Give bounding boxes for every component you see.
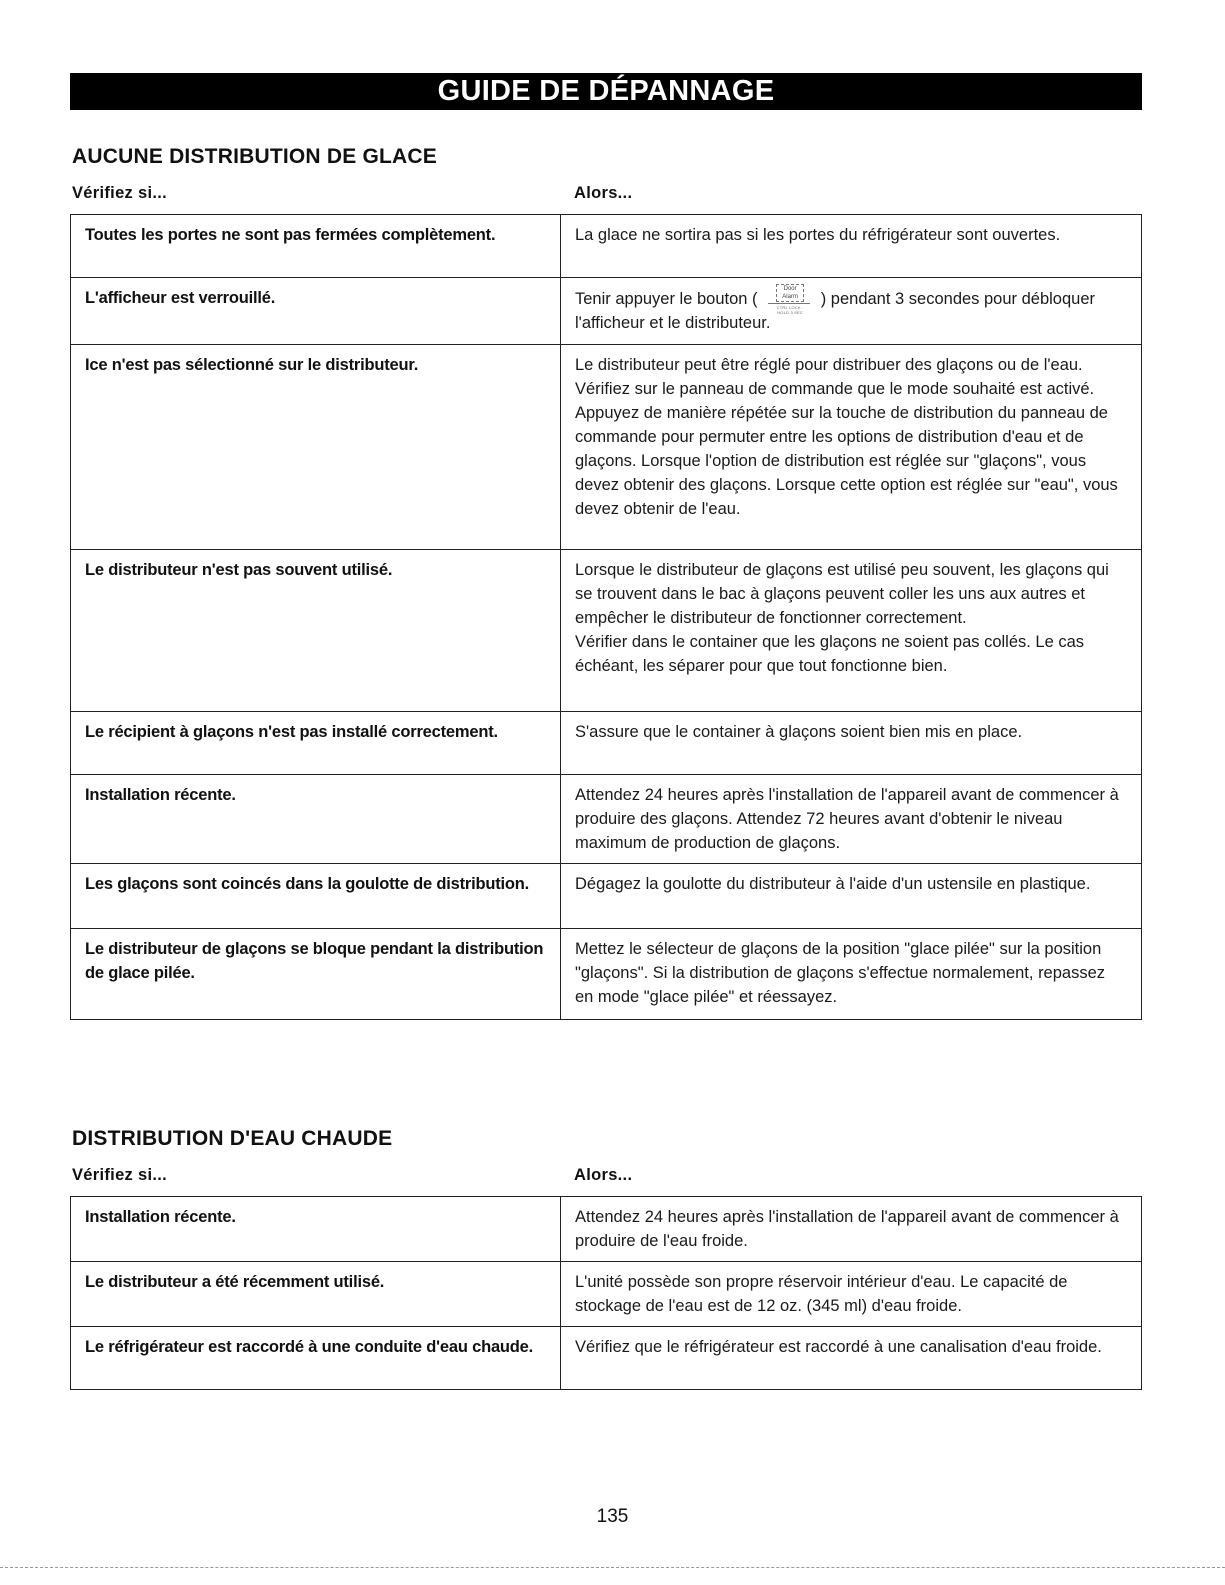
check-cell: Le réfrigérateur est raccordé à une conduite d'eau chaude. (71, 1327, 561, 1390)
door-alarm-icon-label-sub: CTRL LOCK · HOLD 3 SEC (776, 305, 804, 315)
section-no-ice (70, 143, 1142, 1020)
check-cell: Installation récente. (71, 1197, 561, 1262)
then-cell: L'unité possède son propre réservoir intérieur d'eau. Le capacité de stockage de l'eau est de 12 oz. (345 ml) d'eau froide. (561, 1262, 1142, 1327)
column-header-check: Vérifiez si... (72, 1166, 167, 1184)
check-cell: Le distributeur n'est pas souvent utilisé. (71, 550, 561, 712)
check-cell: Les glaçons sont coincés dans la goulotte de distribution. (71, 864, 561, 929)
table-row (71, 345, 1142, 550)
page-banner: GUIDE DE DÉPANNAGE (70, 73, 1142, 110)
then-cell (561, 550, 1142, 712)
table-row (71, 929, 1142, 1020)
table-row (71, 278, 1142, 345)
door-alarm-icon-bar (768, 303, 810, 304)
table-row (71, 1262, 1142, 1327)
door-alarm-icon-label-mid: Alarm (782, 294, 798, 300)
table-row (71, 775, 1142, 864)
then-cell: Vérifiez que le réfrigérateur est raccordé à une canalisation d'eau froide. (561, 1327, 1142, 1390)
check-cell: Le récipient à glaçons n'est pas installé correctement. (71, 712, 561, 775)
then-cell: La glace ne sortira pas si les portes du réfrigérateur sont ouvertes. (561, 215, 1142, 278)
section-title: AUCUNE DISTRIBUTION DE GLACE (72, 145, 437, 168)
column-header-then: Alors... (574, 1166, 633, 1184)
column-headers (70, 1163, 1142, 1193)
then-paragraph-extra: Vérifier dans le container que les glaçons ne soient pas collés. Le cas échéant, les séparer pour que tout fonctionne bien. (575, 633, 1085, 675)
check-cell: Le distributeur de glaçons se bloque pendant la distribution de glace pilée. (71, 929, 561, 1020)
bottom-divider (0, 1567, 1225, 1568)
then-cell: Attendez 24 heures après l'installation de l'appareil avant de commencer à produire des glaçons. Attendez 72 heures avant d'obtenir le niveau maximum de production de glaçons. (561, 775, 1142, 864)
column-header-check: Vérifiez si... (72, 184, 167, 202)
then-cell: Dégagez la goulotte du distributeur à l'aide d'un ustensile en plastique. (561, 864, 1142, 929)
check-cell: Installation récente. (71, 775, 561, 864)
door-alarm-icon (764, 286, 814, 315)
then-cell (561, 278, 1142, 345)
table-row (71, 712, 1142, 775)
section-warm-water (70, 1125, 1142, 1390)
check-cell: Le distributeur a été récemment utilisé. (71, 1262, 561, 1327)
column-header-then: Alors... (574, 184, 633, 202)
table-row (71, 550, 1142, 712)
door-alarm-icon-box (776, 284, 804, 302)
then-paragraph: Lorsque le distributeur de glaçons est utilisé peu souvent, les glaçons qui se trouvent dans le bac à glaçons peuvent coller les uns aux autres et empêcher le distributeur de fonctionner correctement. (575, 561, 1109, 627)
check-cell: Toutes les portes ne sont pas fermées complètement. (71, 215, 561, 278)
then-cell: S'assure que le container à glaçons soient bien mis en place. (561, 712, 1142, 775)
page-number: 135 (596, 1506, 629, 1527)
table-row (71, 864, 1142, 929)
table-row (71, 215, 1142, 278)
check-cell: L'afficheur est verrouillé. (71, 278, 561, 345)
table-row (71, 1327, 1142, 1390)
troubleshooting-table (70, 1196, 1142, 1390)
then-cell: Mettez le sélecteur de glaçons de la position "glace pilée" sur la position "glaçons". Si la distribution de glaçons s'effectue normalement, repassez en mode "glace pilée" et réessayez. (561, 929, 1142, 1020)
then-text-after: ) pendant 3 secondes pour débloquer l'afficheur et le distributeur. (575, 290, 1096, 332)
then-text-before: Tenir appuyer le bouton ( (575, 290, 758, 308)
troubleshooting-table (70, 214, 1142, 1020)
then-cell: Attendez 24 heures après l'installation de l'appareil avant de commencer à produire de l'eau froide. (561, 1197, 1142, 1262)
column-headers (70, 181, 1142, 211)
check-cell: Ice n'est pas sélectionné sur le distributeur. (71, 345, 561, 550)
section-title: DISTRIBUTION D'EAU CHAUDE (72, 1127, 393, 1150)
then-cell: Le distributeur peut être réglé pour distribuer des glaçons ou de l'eau. Vérifiez sur le panneau de commande que le mode souhaité est activé. Appuyez de manière répétée sur la touche de distribution du panneau de commande pour permuter entre les options de distribution d'eau et de glaçons. Lorsque l'option de distribution est réglée sur "glaçons", vous devez obtenir des glaçons. Lorsque cette option est réglée sur "eau", vous devez obtenir de l'eau. (561, 345, 1142, 550)
table-row (71, 1197, 1142, 1262)
door-alarm-icon-label-top: Door (783, 286, 797, 292)
